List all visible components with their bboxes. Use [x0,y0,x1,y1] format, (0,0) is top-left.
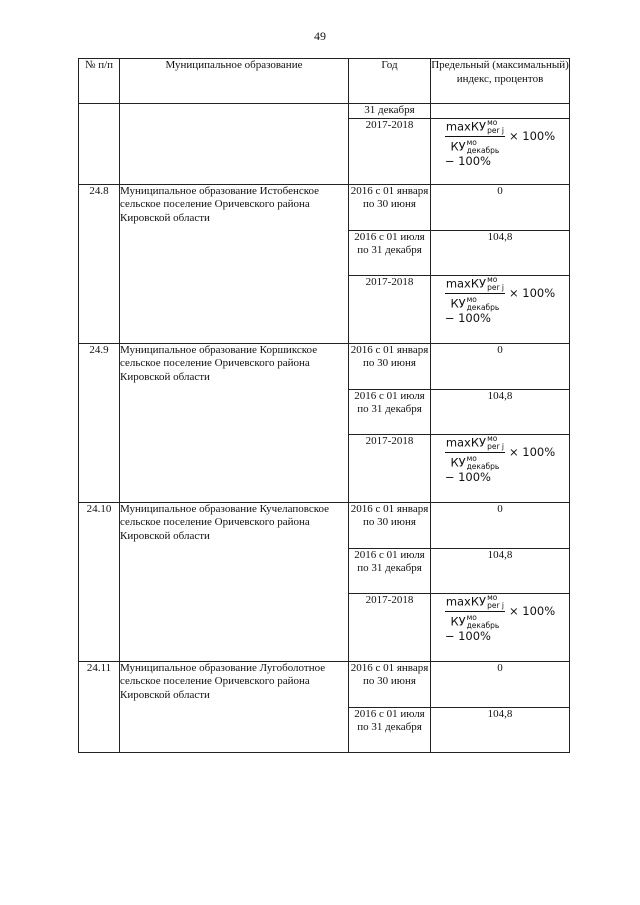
index-value: 0 [431,661,570,707]
year-cell: 2016 с 01 июля по 31 декабря [349,389,431,434]
table-row [79,661,570,707]
year-cell: 2016 с 01 июля по 31 декабря [349,230,431,275]
header-municipality: Муниципальное образование [120,59,349,104]
year-cell: 2016 с 01 июля по 31 декабря [349,707,431,752]
formula-cell [431,434,570,502]
index-formula: maxКУ мо per j КУ мо декабрь × 100% − 100% [444,275,556,325]
index-formula: maxКУ мо per j КУ мо декабрь × 100% − 100% [444,593,556,643]
header-index: Предельный (максимальный) индекс, процентов [431,59,570,104]
table-row [79,343,570,389]
formula-cell [431,118,570,184]
year-cell: 2016 с 01 января по 30 июня [349,343,431,389]
table-row [79,502,570,548]
cont-number-cell [79,104,120,185]
tariff-index-table [78,58,570,753]
row-number: 24.8 [79,184,120,343]
header-number: № п/п [79,59,120,104]
year-cell: 2017-2018 [349,593,431,661]
table-header-row [79,59,570,104]
row-number: 24.11 [79,661,120,752]
year-cell: 2016 с 01 июля по 31 декабря [349,548,431,593]
header-year: Год [349,59,431,104]
page-number: 49 [314,29,326,43]
municipality-name: Муниципальное образование Лугоболотное сельское поселение Оричевского района Кировской области [120,661,349,752]
formula-cell [431,593,570,661]
year-cell: 2016 с 01 января по 30 июня [349,184,431,230]
index-formula: maxКУ мо per j КУ мо декабрь × 100% − 100% [444,434,556,484]
year-cell: 2017-2018 [349,275,431,343]
index-value: 0 [431,184,570,230]
table-row [79,104,570,119]
index-value: 104,8 [431,230,570,275]
year-cell: 2016 с 01 января по 30 июня [349,661,431,707]
index-value: 0 [431,343,570,389]
year-cell: 2017-2018 [349,434,431,502]
row-number: 24.10 [79,502,120,661]
index-value: 104,8 [431,548,570,593]
municipality-name: Муниципальное образование Коршикское сельское поселение Оричевского района Кировской области [120,343,349,502]
year-cell: 2016 с 01 января по 30 июня [349,502,431,548]
row-number: 24.9 [79,343,120,502]
municipality-name: Муниципальное образование Истобенское сельское поселение Оричевского района Кировской области [120,184,349,343]
index-value: 104,8 [431,389,570,434]
index-value: 0 [431,502,570,548]
year-cell: 31 декабря [349,104,431,119]
index-cell [431,104,570,119]
year-cell: 2017-2018 [349,118,431,184]
table-row [79,184,570,230]
index-value: 104,8 [431,707,570,752]
formula-cell [431,275,570,343]
municipality-name: Муниципальное образование Кучелаповское сельское поселение Оричевского района Кировской области [120,502,349,661]
cont-name-cell [120,104,349,185]
index-formula: maxКУ мо per j КУ мо декабрь × 100% − 100% [444,118,556,168]
